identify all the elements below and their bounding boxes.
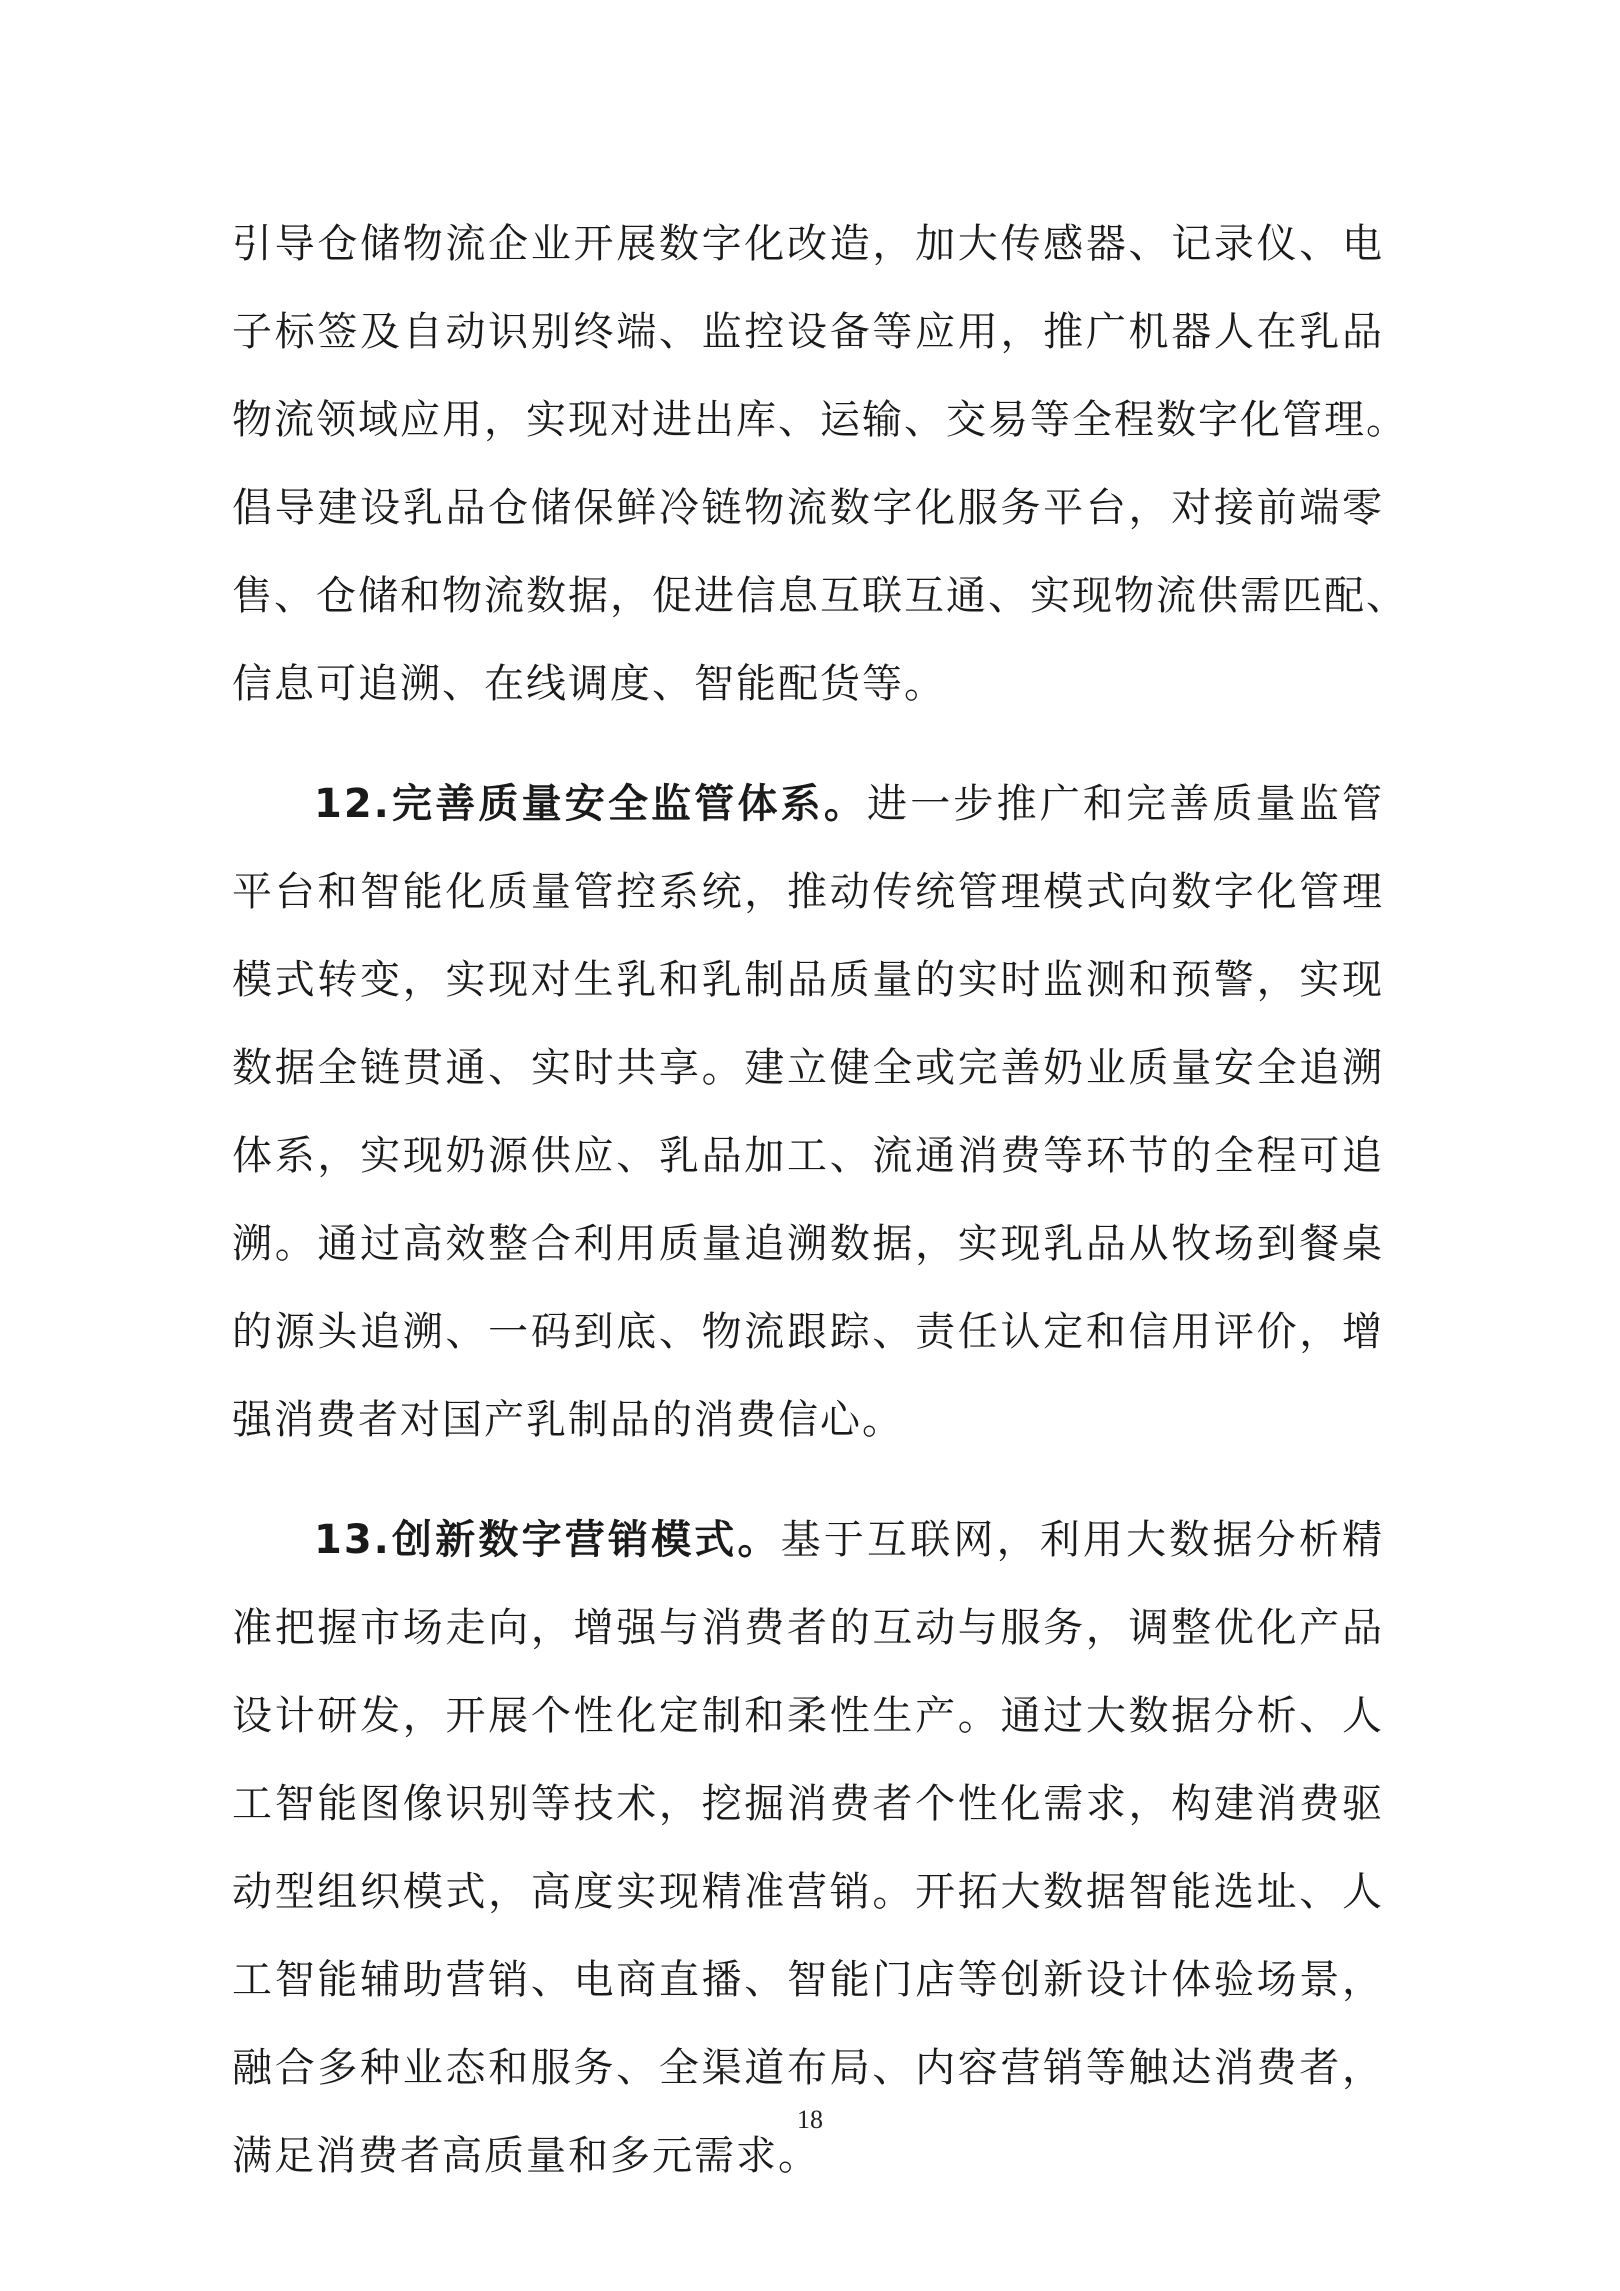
paragraph-digital-marketing (232, 1496, 1384, 2200)
text-line: 数据全链贯通、实时共享。建立健全或完善奶业质量安全追溯 (232, 1045, 1384, 1091)
text-line: 设计研发，开展个性化定制和柔性生产。通过大数据分析、人 (232, 1693, 1384, 1739)
text-line: 物流领域应用，实现对进出库、运输、交易等全程数字化管理。 (232, 397, 1408, 443)
paragraph-spacer (232, 1464, 1384, 1496)
text-line: 溯。通过高效整合利用质量追溯数据，实现乳品从牧场到餐桌 (232, 1221, 1384, 1267)
text-line: 满足消费者高质量和多元需求。 (232, 2133, 820, 2179)
text-line: 信息可追溯、在线调度、智能配货等。 (232, 661, 946, 707)
text-line: 引导仓储物流企业开展数字化改造，加大传感器、记录仪、电 (232, 221, 1384, 267)
text-run: 进一步推广和完善质量监管 (867, 781, 1385, 827)
text-line: 倡导建设乳品仓储保鲜冷链物流数字化服务平台，对接前端零 (232, 485, 1384, 531)
text-line: 工智能图像识别等技术，挖掘消费者个性化需求，构建消费驱 (232, 1781, 1384, 1827)
text-line: 的源头追溯、一码到底、物流跟踪、责任认定和信用评价，增 (232, 1309, 1384, 1355)
text-line: 工智能辅助营销、电商直播、智能门店等创新设计体验场景， (232, 1957, 1384, 2003)
text-line: 子标签及自动识别终端、监控设备等应用，推广机器人在乳品 (232, 309, 1384, 355)
paragraph-quality-supervision (232, 760, 1384, 1464)
document-body (232, 200, 1408, 2200)
text-run: 基于互联网，利用大数据分析精 (780, 1517, 1385, 1563)
text-line: 准把握市场走向，增强与消费者的互动与服务，调整优化产品 (232, 1605, 1384, 1651)
paragraph-logistics (232, 200, 1408, 728)
section-heading-12: 12.完善质量安全监管体系。 (314, 781, 868, 827)
text-line: 体系，实现奶源供应、乳品加工、流通消费等环节的全程可追 (232, 1133, 1384, 1179)
text-line: 售、仓储和物流数据，促进信息互联互通、实现物流供需匹配、 (232, 573, 1408, 619)
text-line: 模式转变，实现对生乳和乳制品质量的实时监测和预警，实现 (232, 957, 1384, 1003)
text-line: 动型组织模式，高度实现精准营销。开拓大数据智能选址、人 (232, 1869, 1384, 1915)
text-line: 平台和智能化质量管控系统，推动传统管理模式向数字化管理 (232, 869, 1384, 915)
text-line: 融合多种业态和服务、全渠道布局、内容营销等触达消费者， (232, 2045, 1384, 2091)
paragraph-spacer (232, 728, 1384, 760)
page-number: 18 (797, 2105, 823, 2134)
paragraph-first-line (232, 1496, 1384, 1584)
text-line: 强消费者对国产乳制品的消费信心。 (232, 1397, 904, 1443)
section-heading-13: 13.创新数字营销模式。 (314, 1517, 781, 1563)
paragraph-first-line (232, 760, 1384, 848)
